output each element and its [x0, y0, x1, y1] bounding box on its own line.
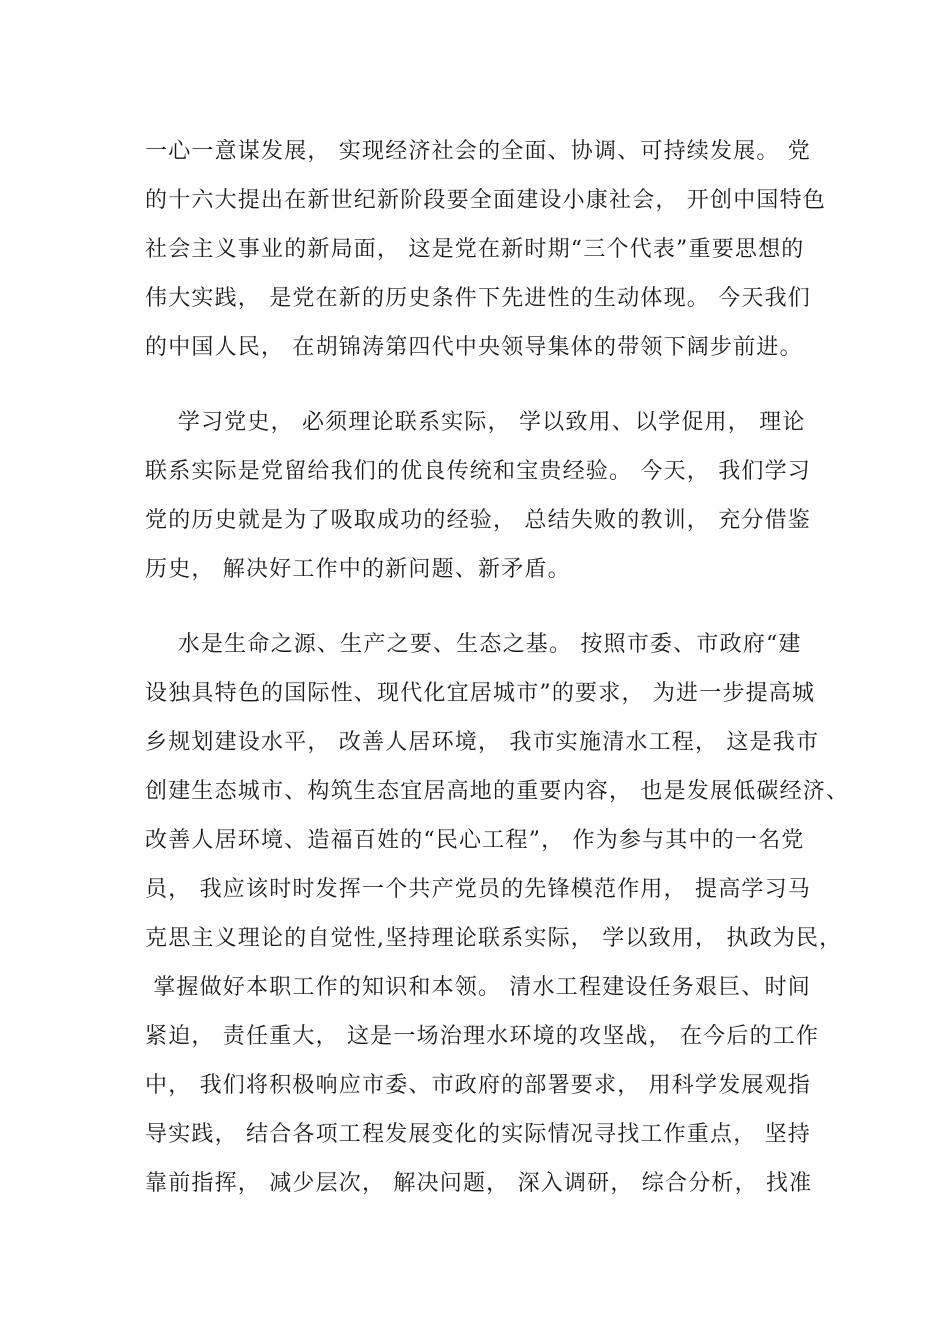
text-line: 伟大实践， 是党在新的历史条件下先进性的生动体现。 今天我们: [145, 286, 811, 311]
text-line: 水是生命之源、生产之要、生态之基。 按照市委、市政府“建: [145, 632, 802, 657]
text-line: 紧迫， 责任重大， 这是一场治理水环境的攻坚战， 在今后的工作: [145, 1024, 820, 1049]
text-line: 掌握做好本职工作的知识和本领。 清水工程建设任务艰巨、时间: [145, 975, 811, 1000]
text-line: 社会主义事业的新局面， 这是党在新时期“三个代表”重要思想的: [145, 237, 805, 262]
text-line: 乡规划建设水平， 改善人居环境， 我市实施清水工程， 这是我市: [145, 730, 820, 755]
text-line: 克思主义理论的自觉性,坚持理论联系实际， 学以致用， 执政为民，: [145, 926, 843, 951]
text-line: 的十六大提出在新世纪新阶段要全面建设小康社会， 开创中国特色: [145, 188, 826, 213]
text-line: 的中国人民， 在胡锦涛第四代中央领导集体的带领下阔步前进。: [145, 335, 803, 360]
text-line: 创建生态城市、构筑生态宜居高地的重要内容， 也是发展低碳经济、: [145, 779, 850, 804]
text-line: 联系实际是党留给我们的优良传统和宝贵经验。 今天， 我们学习: [145, 459, 811, 484]
text-line: 历史， 解决好工作中的新问题、新矛盾。: [145, 557, 571, 582]
text-line: 员， 我应该时时发挥一个共产党员的先锋模范作用， 提高学习马: [145, 877, 811, 902]
text-line: 设独具特色的国际性、现代化宜居城市”的要求， 为进一步提高城: [145, 681, 816, 706]
text-line: 一心一意谋发展， 实现经济社会的全面、协调、可持续发展。 党: [145, 139, 811, 164]
text-line: 靠前指挥， 减少层次， 解决问题， 深入调研， 综合分析， 找准: [145, 1171, 813, 1196]
text-line: 中， 我们将积极响应市委、市政府的部署要求， 用科学发展观指: [145, 1073, 811, 1098]
text-line: 导实践， 结合各项工程发展变化的实际情况寻找工作重点， 坚持: [145, 1122, 811, 1147]
text-line: 党的历史就是为了吸取成功的经验， 总结失败的教训， 充分借鉴: [145, 508, 811, 533]
text-line: 改善人居环境、造福百姓的“民心工程”， 作为参与其中的一名党: [145, 828, 805, 853]
text-line: 学习党史， 必须理论联系实际， 学以致用、以学促用， 理论: [145, 410, 806, 435]
